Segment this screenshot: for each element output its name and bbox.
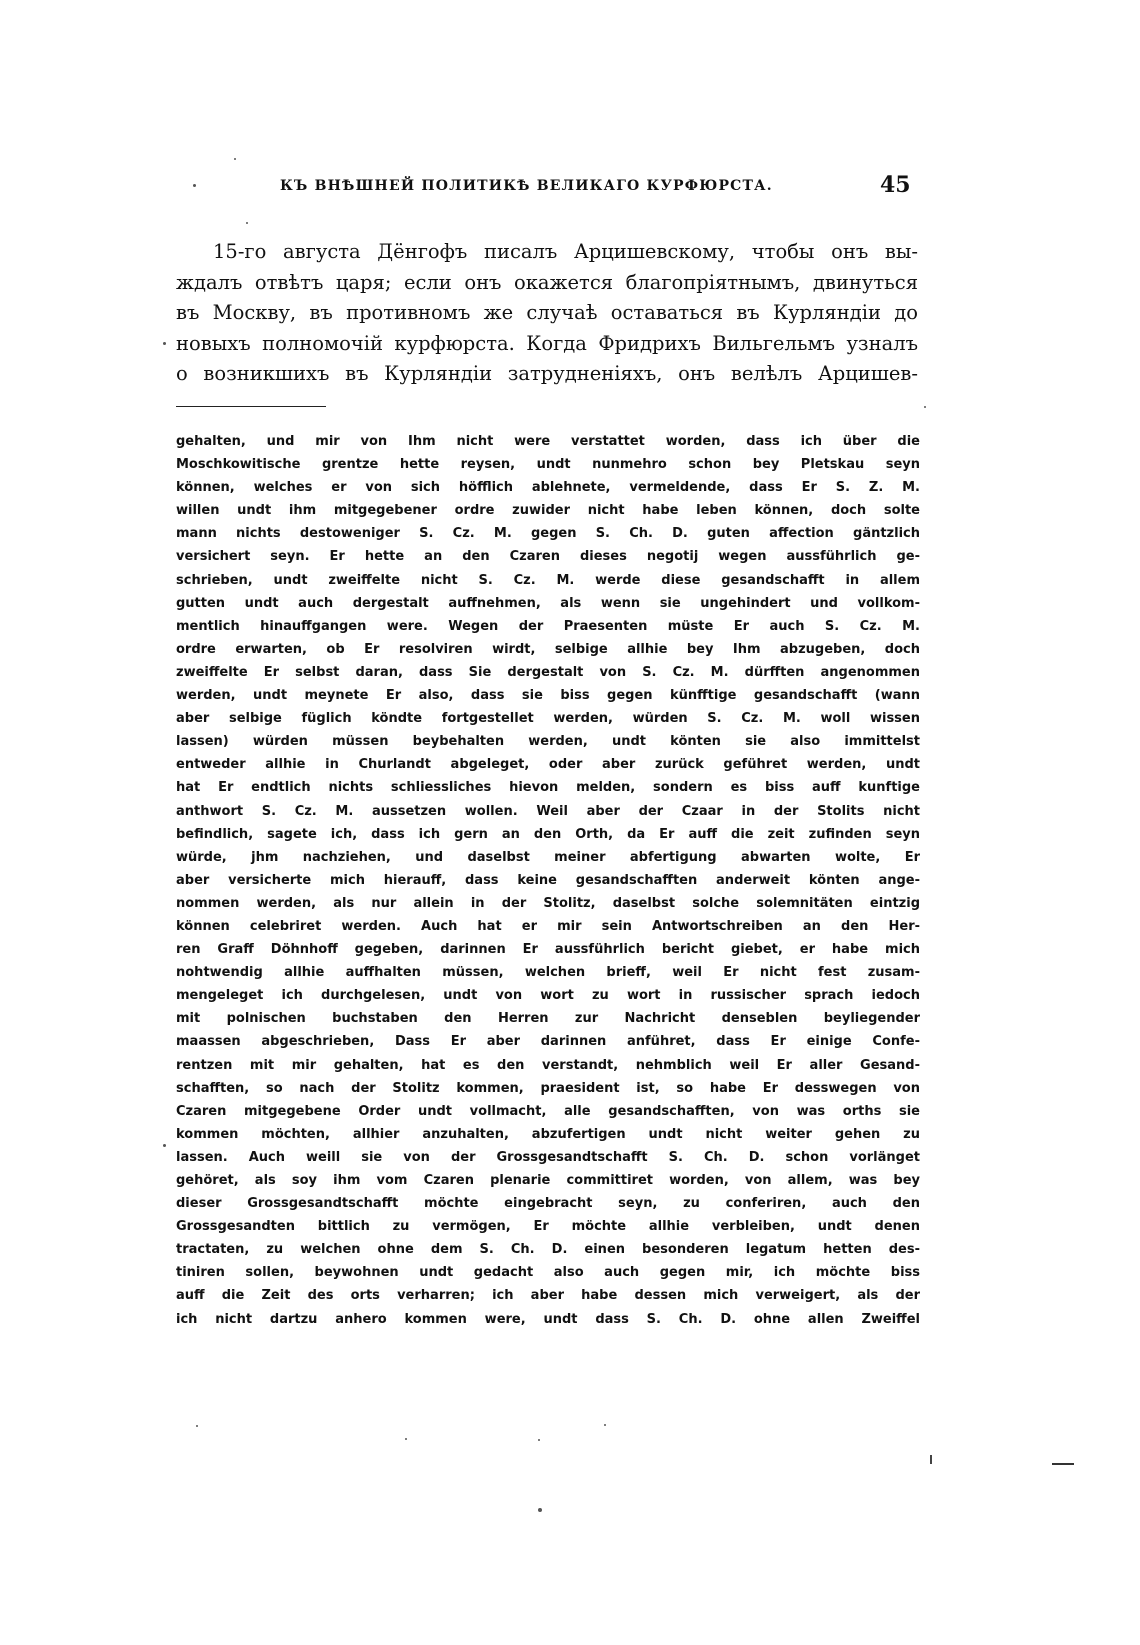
- footnote-line: auff die Zeit des orts verharren; ich aber habe dessen mich verweigert, als der: [176, 1288, 920, 1304]
- scan-speck: [538, 1508, 542, 1512]
- scan-speck: [193, 184, 196, 187]
- scan-speck: [924, 406, 926, 408]
- footnote-line: befindlich, sagete ich, dass ich gern an den Orth, da Er auff die zeit zufinden seyn: [176, 826, 920, 842]
- scan-speck: [604, 1424, 606, 1426]
- scan-mark: [1052, 1463, 1074, 1465]
- footnote-line: ordre erwarten, ob Er resolviren wirdt, selbige allhie bey Ihm abzugeben, doch: [176, 641, 920, 657]
- footnote-line: versichert seyn. Er hette an den Czaren dieses negotij wegen aussführlich ge-: [176, 549, 920, 565]
- scan-speck: [405, 1438, 407, 1440]
- footnote-text: [176, 430, 920, 1331]
- footnote-line: Grossgesandten bittlich zu vermögen, Er möchte allhie verbleiben, undt denen: [176, 1219, 920, 1235]
- footnote-line: dieser Grossgesandtschafft möchte eingebracht seyn, zu conferiren, auch den: [176, 1196, 920, 1212]
- footnote-line: mann nichts destoweniger S. Cz. M. gegen S. Ch. D. guten affection gäntzlich: [176, 526, 920, 542]
- body-line: о возникшихъ въ Курляндіи затрудненіяхъ, онъ велѣлъ Арцишев-: [176, 362, 918, 386]
- footnote-line: schrieben, undt zweiffelte nicht S. Cz. M. werde diese gesandschafft in allem: [176, 572, 920, 588]
- scan-speck: [246, 222, 248, 224]
- footnote-line: kommen möchten, allhier anzuhalten, abzufertigen undt nicht weiter gehen zu: [176, 1126, 920, 1142]
- body-line: 15-го августа Дёнгофъ писалъ Арцишевскому, чтобы онъ вы-: [213, 240, 918, 263]
- footnote-line: tractaten, zu welchen ohne dem S. Ch. D. einen besonderen legatum hetten des-: [176, 1242, 920, 1258]
- footnote-divider: [176, 406, 326, 407]
- footnote-line: aber selbige füglich köndte fortgestellet werden, würden S. Cz. M. woll wissen: [176, 711, 920, 727]
- scan-speck: [234, 158, 236, 160]
- footnote-line: schafften, so nach der Stolitz kommen, praesident ist, so habe Er desswegen von: [176, 1080, 920, 1096]
- footnote-line: mentlich hinauffgangen were. Wegen der Praesenten müste Er auch S. Cz. M.: [176, 618, 920, 634]
- footnote-line: mit polnischen buchstaben den Herren zur Nachricht denseblen beyliegender: [176, 1011, 920, 1027]
- footnote-line: anthwort S. Cz. M. aussetzen wollen. Weil aber der Czaar in der Stolits nicht: [176, 803, 920, 819]
- footnote-line: willen undt ihm mitgegebener ordre zuwider nicht habe leben können, doch solte: [176, 503, 920, 519]
- footnote-line: ren Graff Döhnhoff gegeben, darinnen Er aussführlich bericht giebet, er habe mich: [176, 942, 920, 958]
- footnote-line: gehalten, und mir von Ihm nicht were verstattet worden, dass ich über die: [176, 434, 920, 449]
- footnote-line: tiniren sollen, beywohnen undt gedacht also auch gegen mir, ich möchte biss: [176, 1265, 920, 1281]
- footnote-line: rentzen mit mir gehalten, hat es den verstandt, nehmblich weil Er aller Gesand-: [176, 1057, 920, 1073]
- footnote-line: maassen abgeschrieben, Dass Er aber darinnen anführet, dass Er einige Confe-: [176, 1034, 920, 1050]
- footnote-line: werden, undt meynete Er also, dass sie biss gegen künfftige gesandschafft (wann: [176, 688, 920, 704]
- footnote-line: nommen werden, als nur allein in der Stolitz, daselbst solche solemnitäten eintzig: [176, 895, 920, 911]
- footnote-line: ich nicht dartzu anhero kommen were, undt dass S. Ch. D. ohne allen Zweiffel: [176, 1311, 920, 1327]
- scan-speck: [196, 1425, 198, 1427]
- scan-speck: [538, 1439, 540, 1441]
- main-text: [176, 237, 918, 390]
- scan-speck: [163, 342, 166, 345]
- footnote-line: gehöret, als soy ihm vom Czaren plenarie committiret worden, von allem, was bey: [176, 1173, 920, 1188]
- footnote-line: lassen. Auch weill sie von der Grossgesandtschafft S. Ch. D. schon vorlänget: [176, 1149, 920, 1165]
- scan-speck: [163, 1144, 166, 1147]
- scan-mark: [930, 1455, 932, 1464]
- footnote-line: hat Er endtlich nichts schliessliches hievon melden, sondern es biss auff kunftige: [176, 780, 920, 796]
- footnote-line: können, welches er von sich höfflich ablehnete, vermeldende, dass Er S. Z. M.: [176, 480, 920, 496]
- body-line: ждалъ отвѣтъ царя; если онъ окажется благопріятнымъ, двинуться: [176, 270, 918, 294]
- page-number: 45: [880, 172, 911, 198]
- footnote-line: entweder allhie in Churlandt abgeleget, oder aber zurück geführet werden, undt: [176, 757, 920, 773]
- footnote-line: nohtwendig allhie auffhalten müssen, welchen brieff, weil Er nicht fest zusam-: [176, 965, 920, 981]
- footnote-line: würde, jhm nachziehen, und daselbst meiner abfertigung abwarten wolte, Er: [176, 849, 920, 865]
- footnote-line: zweiffelte Er selbst daran, dass Sie dergestalt von S. Cz. M. dürfften angenommen: [176, 664, 920, 680]
- footnote-line: Czaren mitgegebene Order undt vollmacht, alle gesandschafften, von was orths sie: [176, 1103, 920, 1119]
- footnote-line: Moschkowitische grentze hette reysen, undt nunmehro schon bey Pletskau seyn: [176, 457, 920, 473]
- footnote-line: mengeleget ich durchgelesen, undt von wort zu wort in russischer sprach iedoch: [176, 988, 920, 1004]
- footnote-line: können celebriret werden. Auch hat er mir sein Antwortschreiben an den Her-: [176, 918, 920, 934]
- footnote-line: gutten undt auch dergestalt auffnehmen, als wenn sie ungehindert und vollkom-: [176, 595, 920, 611]
- body-line: новыхъ полномочій курфюрста. Когда Фридрихъ Вильгельмъ узналъ: [176, 331, 918, 355]
- footnote-line: aber versicherte mich hierauff, dass keine gesandschafften anderweit könten ange-: [176, 872, 920, 888]
- body-line: въ Москву, въ противномъ же случаѣ оставаться въ Курляндіи до: [176, 301, 918, 325]
- running-head: КЪ ВНѢШНЕЙ ПОЛИТИКѢ ВЕЛИКАГО КУРФЮРСТА.: [280, 178, 773, 194]
- footnote-line: lassen) würden müssen beybehalten werden, undt könten sie also immittelst: [176, 734, 920, 750]
